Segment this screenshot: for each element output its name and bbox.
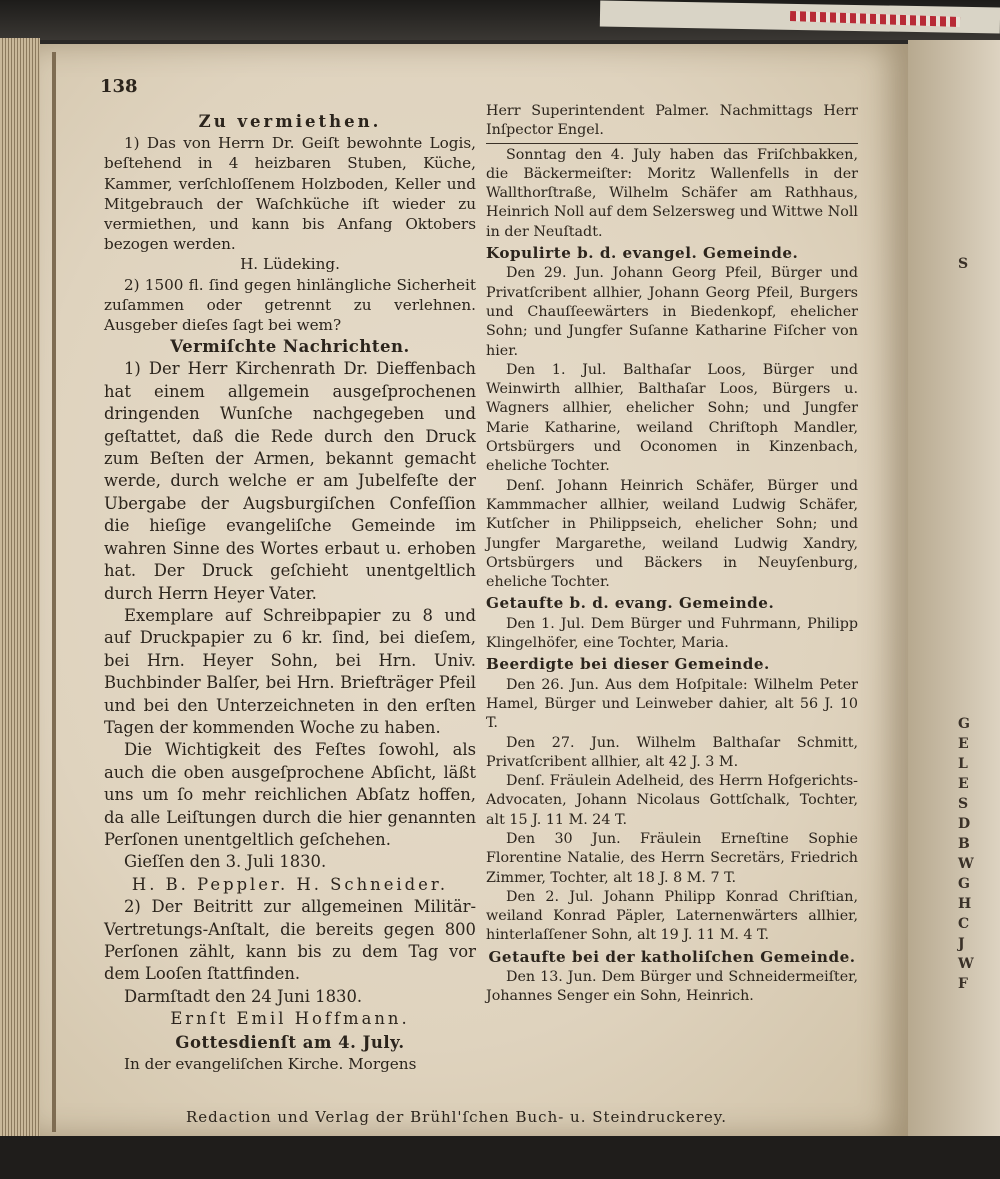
- section-divider: [486, 143, 858, 144]
- notice-rent-1-signature: H. Lüdeking.: [240, 255, 340, 274]
- section-heading-baptized: Getaufte b. d. evang. Gemeinde.: [486, 594, 775, 613]
- buried-entry-1: Den 26. Jun. Aus dem Hoſpitale: Wilhelm Peter Hamel, Bürger und Leinweber dahier, alt 56 J. 10 T.: [486, 676, 858, 732]
- facing-page-fragment: S: [958, 256, 969, 272]
- notice-misc-1-importance: Die Wichtigkeit des Feſtes ſowohl, als auch die oben ausgeſprochene Abſicht, läßt uns um ſo mehr reichlichen Abſatz hoffen, da alle Leiſtungen durch die hier genannten Perſonen unentgeltlich geſchehen.: [104, 740, 476, 849]
- buried-entry-4: Den 30 Jun. Fräulein Erneſtine Sophie Florentine Natalie, des Herrn Secretärs, Friedrich Zimmer, Tochter, alt 18 J. 8 M. 7 T.: [486, 830, 858, 886]
- facing-page-fragment: E: [958, 776, 969, 792]
- section-heading-buried: Beerdigte bei dieser Gemeinde.: [486, 655, 770, 674]
- facing-page-fragment: B: [958, 836, 970, 852]
- facing-page-fragment: C: [958, 916, 970, 932]
- page-number: 138: [100, 76, 138, 97]
- scan-background-bottom: [0, 1136, 1000, 1179]
- facing-page-fragment: W: [958, 856, 974, 872]
- notice-misc-2: 2) Der Beitritt zur allgemeinen Militär-Vertretungs-Anſtalt, die bereits gegen 800 Perſonen zählt, kann bis zu dem Tag vor dem Looſen ſtattfinden.: [104, 897, 476, 984]
- facing-page-fragment: L: [958, 756, 968, 772]
- facing-page-fragment: S: [958, 796, 969, 812]
- facing-page-fragment: D: [958, 816, 971, 832]
- section-heading-rent: Zu vermiethen.: [198, 112, 382, 131]
- facing-page-edge: [908, 40, 1000, 1140]
- facing-page-fragment: F: [958, 976, 968, 992]
- section-heading-married: Kopulirte b. d. evangel. Gemeinde.: [486, 244, 799, 263]
- section-heading-service: Gottesdienſt am 4. July.: [175, 1032, 405, 1052]
- service-text: In der evangeliſchen Kirche. Morgens: [124, 1054, 417, 1073]
- notice-misc-2-date: Darmſtadt den 24 Juni 1830.: [124, 986, 363, 1006]
- baptized-entry-1: Den 1. Jul. Dem Bürger und Fuhrmann, Philipp Klingelhöfer, eine Tochter, Maria.: [486, 615, 858, 652]
- buried-entry-2: Den 27. Jun. Wilhelm Balthaſar Schmitt, Privatſcribent allhier, alt 42 J. 3 M.: [486, 734, 858, 770]
- married-entry-3: Denſ. Johann Heinrich Schäfer, Bürger und Kammmacher allhier, weiland Ludwig Schäfer, Kutſcher in Philippseich, ehelicher Sohn; und Jungfer Margarethe, weiland Ludwig Xandry, Ortsbürgers und Bäckers in Neuyſenburg, eheliche Tochter.: [486, 477, 858, 591]
- facing-page-fragment: G: [958, 716, 970, 732]
- facing-page-fragment: G: [958, 876, 970, 892]
- notice-misc-1-signature: H. B. Peppler. H. Schneider.: [131, 874, 449, 894]
- married-entry-2: Den 1. Jul. Balthaſar Loos, Bürger und Weinwirth allhier, Balthaſar Loos, Bürgers u. Wagners allhier, ehelicher Sohn; und Jungfer Marie Katharine, weiland Chriſtoph Mandler, Ortsbürgers und Oconomen in Kinzenbach, eheliche Tochter.: [486, 361, 858, 475]
- page-stack-edges: [0, 38, 40, 1138]
- colophon: Redaction und Verlag der Brühl'ſchen Buch- u. Steindruckerey.: [186, 1108, 727, 1126]
- facing-page-fragment: E: [958, 736, 969, 752]
- notice-rent-1: 1) Das von Herrn Dr. Geiſt bewohnte Logis, beſtehend in 4 heizbaren Stuben, Küche, Kammer, verſchloſſenem Holzboden, Keller und Mitgebrauch der Waſchküche iſt wieder zu vermiethen, und kann bis Anfang Oktobers bezogen werden.: [104, 134, 476, 254]
- left-column: [104, 110, 476, 1074]
- notice-misc-2-signature: Ernſt Emil Hoffmann.: [170, 1009, 410, 1029]
- section-heading-catholic: Getaufte bei der katholiſchen Gemeinde.: [488, 947, 856, 966]
- notice-misc-1: 1) Der Herr Kirchenrath Dr. Dieffenbach hat einem allgemein ausgeſprochenen dringenden Wunſche nachgegeben und geſtattet, daß die Rede durch den Druck zum Beſten der Armen, bekannt gemacht werde, durch welche er am Jubelfeſte der Ubergabe der Augsburgiſchen Confeſſion die hieſige evangeliſche Gemeinde im wahren Sinne des Wortes erbaut u. erhoben hat. Der Druck geſchieht unentgeltlich durch Herrn Heyer Vater.: [104, 359, 476, 603]
- facing-page-fragment: H: [958, 896, 972, 912]
- right-column: [486, 102, 858, 1007]
- service-continuation: Herr Superintendent Palmer. Nachmittags Herr Inſpector Engel.: [486, 103, 858, 139]
- notice-rent-2: 2) 1500 fl. ſind gegen hinlängliche Sicherheit zuſammen oder getrennt zu verlehnen. Ausgeber dieſes ſagt bei wem?: [104, 275, 476, 335]
- married-entry-1: Den 29. Jun. Johann Georg Pfeil, Bürger und Privatſcribent allhier, Johann Georg Pfeil, Burgers und Chauſſeewärters in Biedenkopf, ehelicher Sohn; und Jungfer Suſanne Katharine Fiſcher von hier.: [486, 265, 858, 359]
- buried-entry-5: Den 2. Jul. Johann Philipp Konrad Chriſtian, weiland Konrad Päpler, Laternenwärters allhier, hinterlaſſener Sohn, alt 19 J. 11 M. 4 T.: [486, 888, 858, 944]
- buried-entry-3: Denſ. Fräulein Adelheid, des Herrn Hofgerichts-Advocaten, Johann Nicolaus Gottſchalk, Tochter, alt 15 J. 11 M. 24 T.: [486, 773, 858, 828]
- section-heading-misc: Vermiſchte Nachrichten.: [170, 337, 410, 357]
- notice-misc-1-copies: Exemplare auf Schreibpapier zu 8 und auf Druckpapier zu 6 kr. ſind, bei dieſem, bei Hrn. Heyer Sohn, bei Hrn. Univ. Buchbinder Balſer, bei Hrn. Briefträger Pfeil und bei den Unterzeichneten in den erſten Tagen der kommenden Woche zu haben.: [104, 605, 476, 737]
- notice-misc-1-date: Gieſſen den 3. Juli 1830.: [124, 852, 327, 872]
- page-margin-line: [52, 52, 56, 1132]
- facing-page-fragment: J: [958, 936, 965, 952]
- catholic-entry-1: Den 13. Jun. Dem Bürger und Schneidermeiſter, Johannes Senger ein Sohn, Heinrich.: [486, 969, 858, 1005]
- facing-page-fragment: W: [958, 956, 974, 972]
- sunday-bakers-notice: Sonntag den 4. July haben das Friſchbakken, die Bäckermeiſter: Moritz Wallenfells in der Wallthorſtraße, Wilhelm Schäfer am Rathhaus, Heinrich Noll auf dem Selzersweg und Wittwe Noll in der Neuſtadt.: [486, 146, 858, 240]
